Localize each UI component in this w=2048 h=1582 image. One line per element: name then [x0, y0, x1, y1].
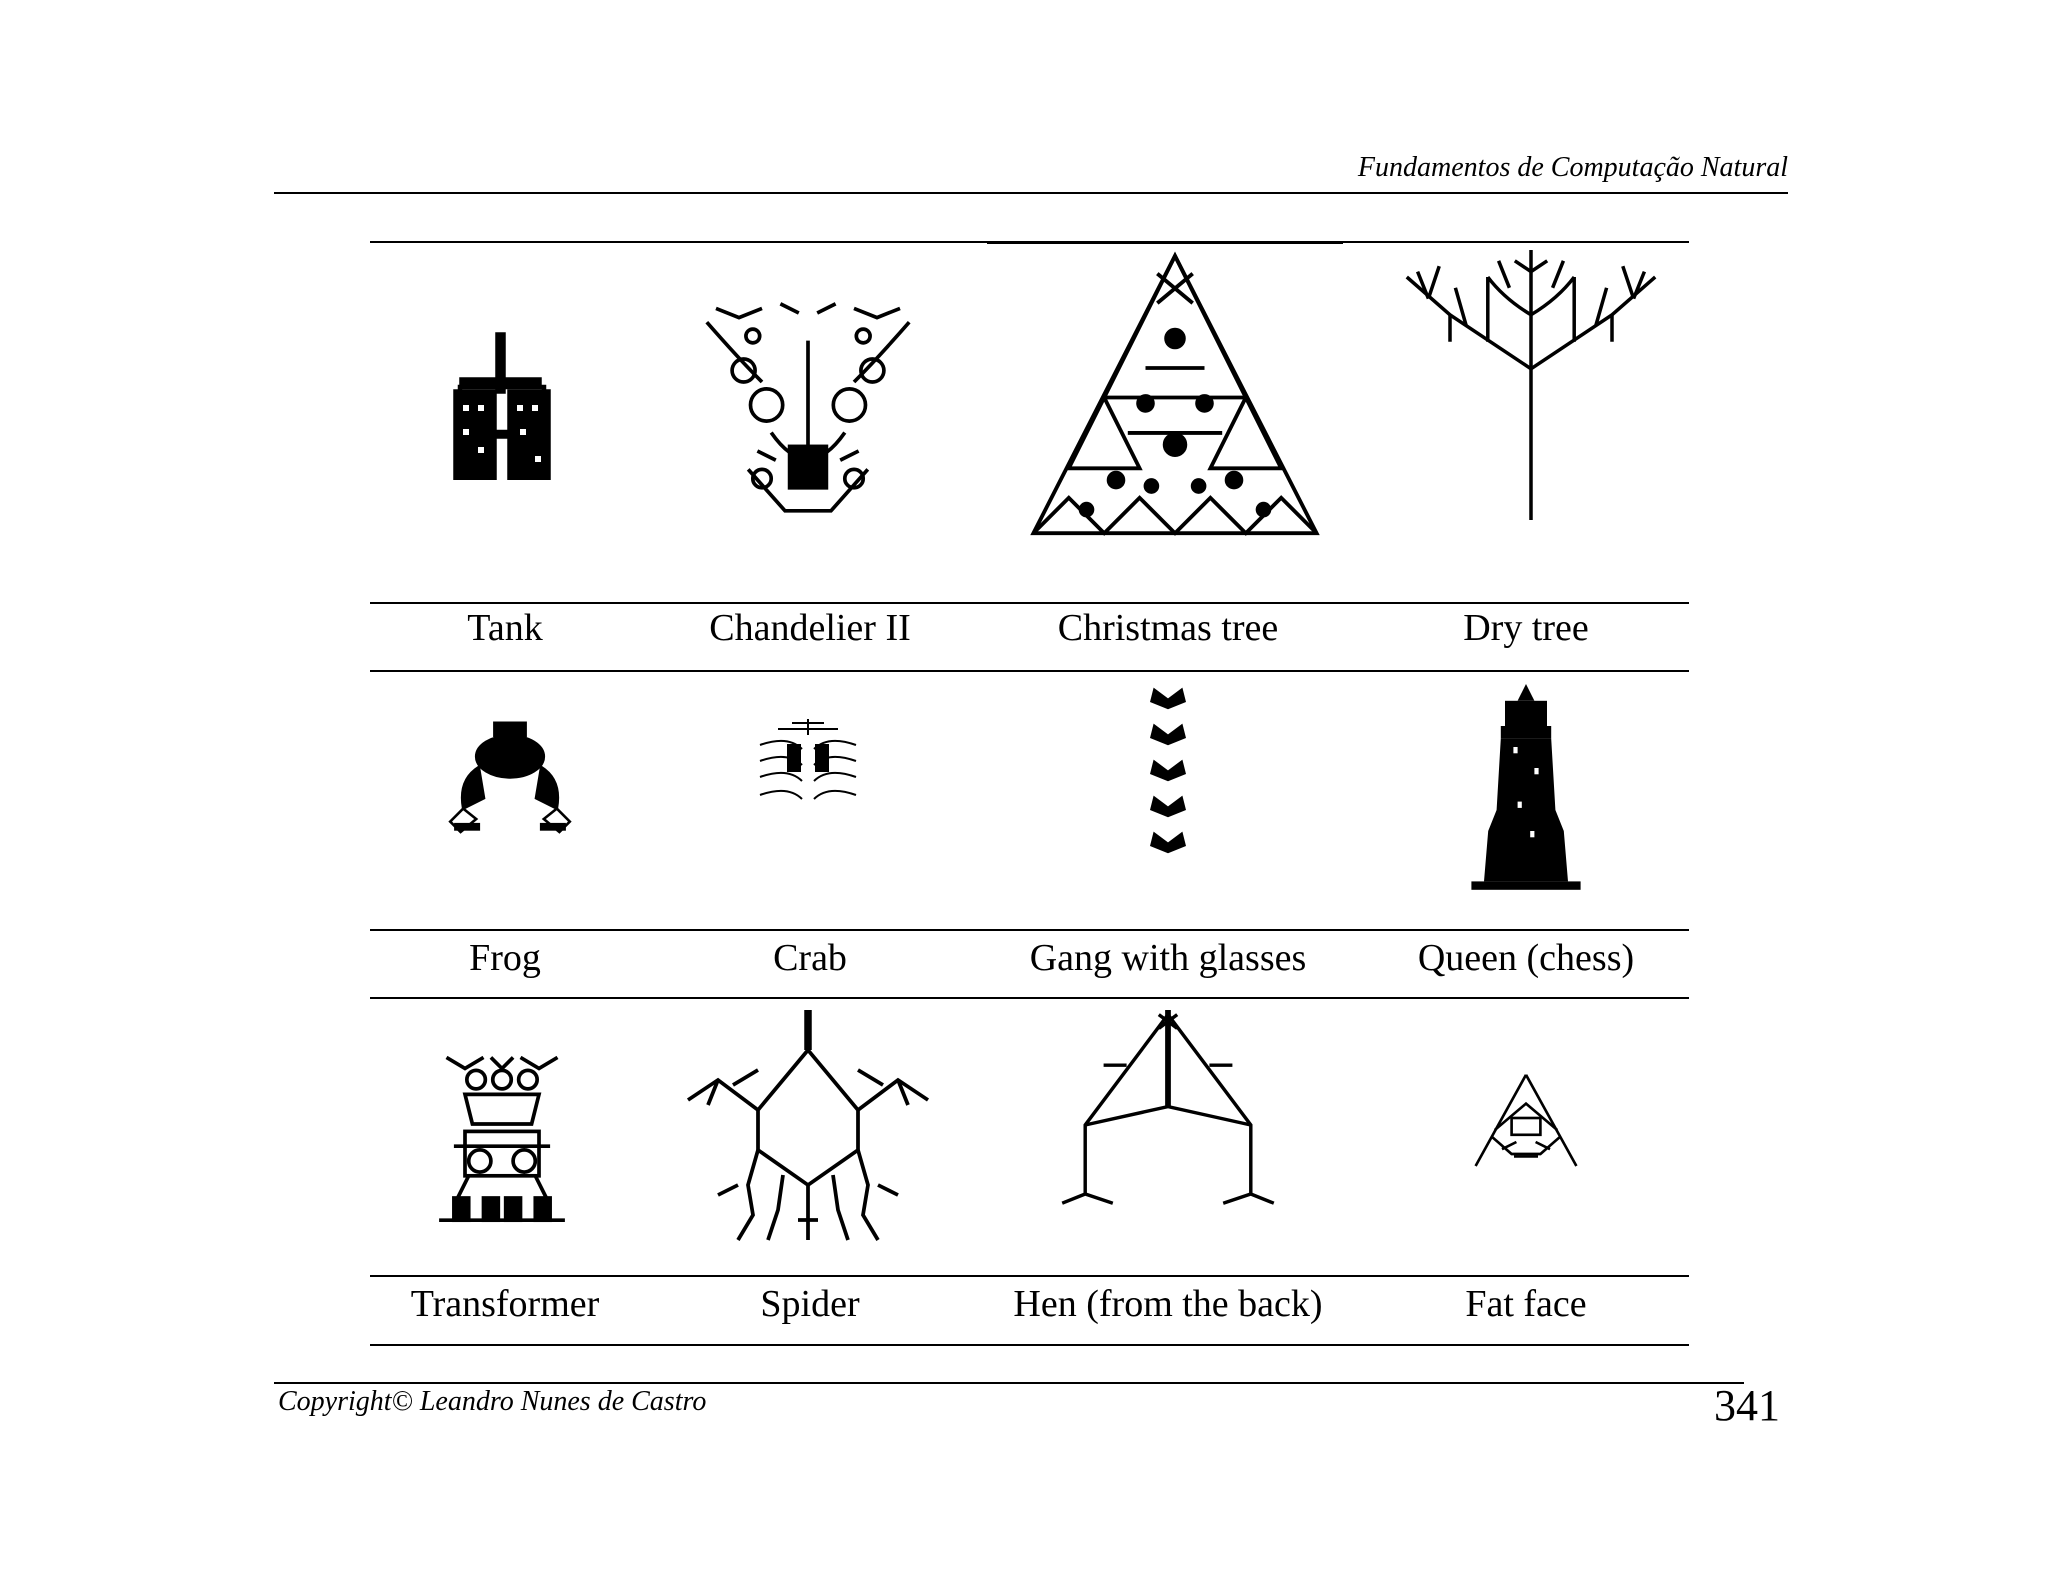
christmas-tree-biomorph-icon — [1005, 250, 1345, 545]
dry-tree-biomorph-icon — [1361, 250, 1701, 520]
table-rule — [370, 1275, 1689, 1277]
frog-biomorph-icon — [340, 715, 680, 845]
caption-gang-with-glasses: Gang with glasses — [1029, 937, 1307, 979]
chandelier-biomorph-icon — [638, 290, 978, 520]
hen-biomorph-icon — [998, 1010, 1338, 1240]
gang-glasses-biomorph-icon — [998, 684, 1338, 864]
transformer-biomorph-icon — [332, 1050, 672, 1235]
footer-divider — [274, 1382, 1744, 1384]
table-rule — [370, 929, 1689, 931]
spider-biomorph-icon — [638, 1010, 978, 1260]
table-bottom-rule — [370, 1344, 1689, 1346]
page-number: 341 — [1714, 1381, 1780, 1430]
caption-dry-tree: Dry tree — [1463, 607, 1589, 649]
queen-biomorph-icon — [1356, 684, 1696, 894]
caption-fat-face: Fat face — [1465, 1283, 1587, 1325]
caption-chandelier-ii: Chandelier II — [709, 607, 911, 649]
fat-face-biomorph-icon — [1356, 1070, 1696, 1190]
footer-copyright: Copyright© Leandro Nunes de Castro — [278, 1386, 707, 1417]
table-rule — [370, 997, 1689, 999]
caption-tank: Tank — [467, 607, 543, 649]
table-top-rule-accent — [987, 241, 1343, 244]
caption-hen-from-the-back: Hen (from the back) — [1013, 1283, 1323, 1325]
crab-biomorph-icon — [638, 715, 978, 815]
header-divider — [274, 192, 1788, 194]
tank-biomorph-icon — [332, 330, 672, 480]
table-rule — [370, 602, 1689, 604]
caption-spider: Spider — [760, 1283, 860, 1325]
caption-queen-chess: Queen (chess) — [1417, 937, 1635, 979]
caption-christmas-tree: Christmas tree — [1057, 607, 1279, 649]
table-rule — [370, 670, 1689, 672]
caption-transformer: Transformer — [410, 1283, 600, 1325]
caption-crab: Crab — [773, 937, 847, 979]
caption-frog: Frog — [469, 937, 541, 979]
running-header-title: Fundamentos de Computação Natural — [1357, 152, 1788, 183]
